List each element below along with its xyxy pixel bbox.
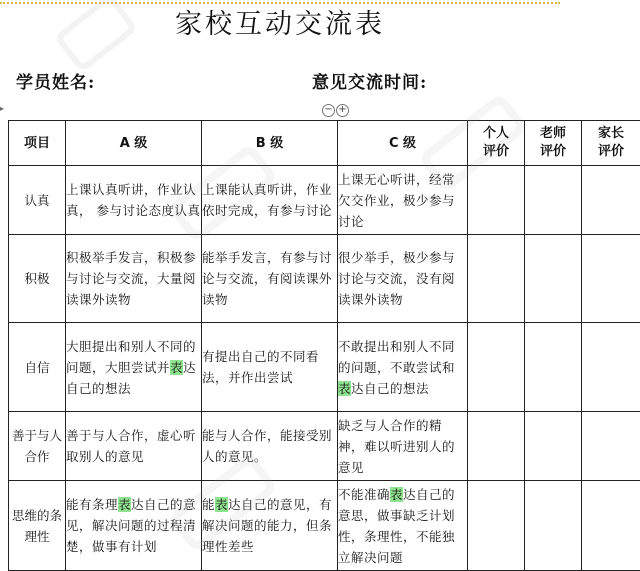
grade-a-desc: 上课认真听讲，作业认真， 参与讨论态度认真 bbox=[66, 166, 202, 235]
grade-b-desc: 有提出自己的不同看法，并作出尝试 bbox=[202, 323, 338, 412]
self-eval-cell[interactable] bbox=[468, 166, 525, 235]
parent-eval-cell[interactable] bbox=[582, 166, 640, 235]
header-parent-eval: 家长 评价 bbox=[582, 121, 640, 166]
expand-icon[interactable]: + bbox=[336, 104, 349, 117]
self-eval-cell[interactable] bbox=[468, 235, 525, 323]
grade-b-desc: 能与人合作，能接受别人的意见。 bbox=[202, 412, 338, 481]
evaluation-table bbox=[8, 120, 640, 571]
row-item: 积极 bbox=[9, 235, 66, 323]
grade-b-desc: 能举手发言，有参与讨论与交流，有阅读课外读物 bbox=[202, 235, 338, 323]
grade-c-desc: 缺乏与人合作的精神，难以听进别人的意见 bbox=[338, 412, 468, 481]
highlighted-char: 表 bbox=[215, 497, 228, 512]
grade-c-desc: 不敢提出和别人不同的问题，不敢尝试和表达自己的想法 bbox=[338, 323, 468, 412]
grade-c-desc: 不能准确表达自己的意思，做事缺乏计划性，条理性，不能独立解决问题 bbox=[338, 481, 468, 571]
teacher-eval-cell[interactable] bbox=[525, 412, 582, 481]
teacher-eval-cell[interactable] bbox=[525, 166, 582, 235]
student-name-label: 学员姓名: bbox=[16, 68, 95, 93]
grade-a-desc: 善于与人合作，虚心听取别人的意见 bbox=[66, 412, 202, 481]
header-self-eval: 个人 评价 bbox=[468, 121, 525, 166]
table-header-row bbox=[9, 121, 640, 166]
self-eval-cell[interactable] bbox=[468, 481, 525, 571]
parent-eval-cell[interactable] bbox=[582, 235, 640, 323]
row-item: 善于与人合作 bbox=[9, 412, 66, 481]
grade-c-desc: 很少举手，极少参与讨论与交流，没有阅读课外读物 bbox=[338, 235, 468, 323]
row-item: 思维的条理性 bbox=[9, 481, 66, 571]
collapse-icon[interactable]: − bbox=[322, 104, 335, 117]
self-eval-cell[interactable] bbox=[468, 323, 525, 412]
parent-eval-cell[interactable] bbox=[582, 412, 640, 481]
grade-a-desc: 积极举手发言，积极参与讨论与交流，大量阅读课外读物 bbox=[66, 235, 202, 323]
header-grade-b: B 级 bbox=[202, 121, 338, 166]
exchange-time-label: 意见交流时间: bbox=[312, 68, 427, 93]
table-row bbox=[9, 235, 640, 323]
header-grade-a: A 级 bbox=[66, 121, 202, 166]
grade-a-desc: 大胆提出和别人不同的问题，大胆尝试并表达自己的想法 bbox=[66, 323, 202, 412]
table-row bbox=[9, 481, 640, 571]
highlighted-char: 表 bbox=[170, 360, 183, 375]
header-teacher-eval: 老师 评价 bbox=[525, 121, 582, 166]
self-eval-cell[interactable] bbox=[468, 412, 525, 481]
table-resize-controls[interactable] bbox=[322, 104, 349, 117]
table-row bbox=[9, 323, 640, 412]
header-grade-c: C 级 bbox=[338, 121, 468, 166]
teacher-eval-cell[interactable] bbox=[525, 481, 582, 571]
grade-b-desc: 上课能认真听讲，作业依时完成，有参与讨论 bbox=[202, 166, 338, 235]
highlighted-char: 表 bbox=[338, 381, 351, 396]
teacher-eval-cell[interactable] bbox=[525, 235, 582, 323]
row-marker-icon: ▸ bbox=[0, 104, 4, 113]
grade-b-desc: 能表达自己的意见，有解决问题的能力，但条理性差些 bbox=[202, 481, 338, 571]
grade-c-desc: 上课无心听讲，经常欠交作业，极少参与讨论 bbox=[338, 166, 468, 235]
parent-eval-cell[interactable] bbox=[582, 323, 640, 412]
header-item: 项目 bbox=[9, 121, 66, 166]
row-item: 认真 bbox=[9, 166, 66, 235]
grade-a-desc: 能有条理表达自己的意见，解决问题的过程清楚，做事有计划 bbox=[66, 481, 202, 571]
row-item: 自信 bbox=[9, 323, 66, 412]
page-title: 家校互动交流表 bbox=[0, 2, 560, 41]
highlighted-char: 表 bbox=[390, 487, 403, 502]
table-row bbox=[9, 412, 640, 481]
highlighted-char: 表 bbox=[118, 497, 131, 512]
parent-eval-cell[interactable] bbox=[582, 481, 640, 571]
table-row bbox=[9, 166, 640, 235]
teacher-eval-cell[interactable] bbox=[525, 323, 582, 412]
